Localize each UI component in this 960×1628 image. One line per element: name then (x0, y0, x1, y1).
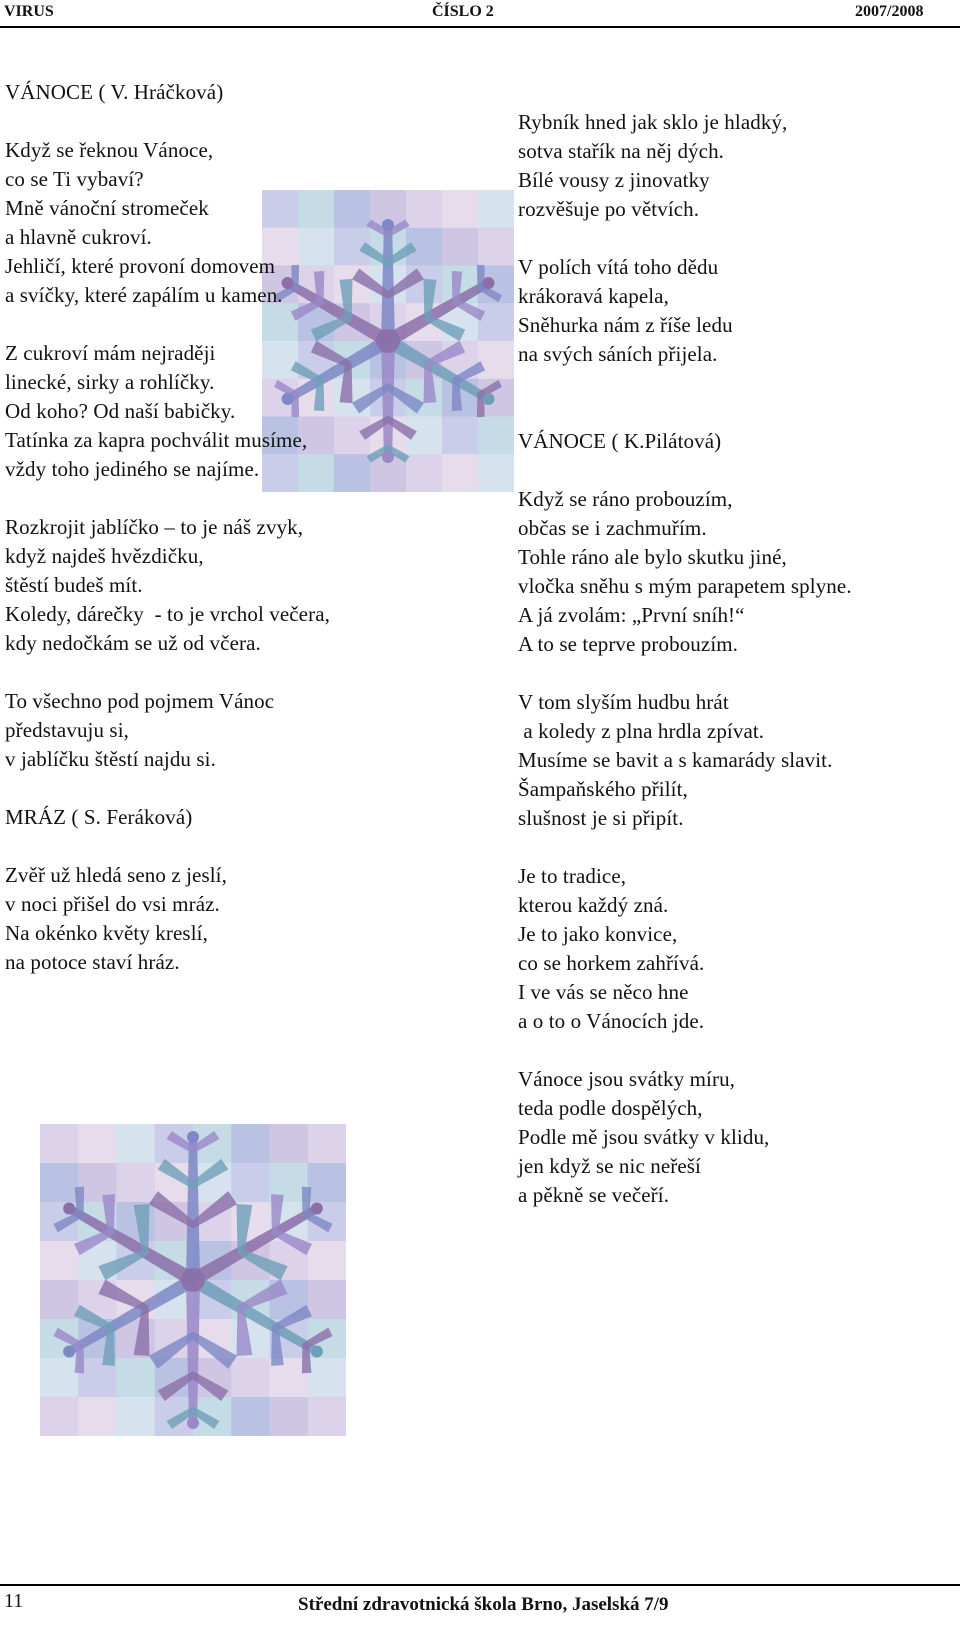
quilt-tile (308, 1358, 346, 1398)
poem-line: To všechno pod pojmem Vánoc (5, 689, 275, 713)
quilt-tile (308, 1397, 346, 1436)
quilt-tile (231, 1397, 270, 1436)
poem-line: I ve vás se něco hne (518, 980, 689, 1004)
quilt-tile (308, 1241, 346, 1281)
poem-line: Je to jako konvice, (518, 922, 678, 946)
poem-line: a hlavně cukroví. (5, 225, 152, 249)
poem-line: a koledy z plna hrdla zpívat. (518, 719, 765, 743)
poem-line: sotva stařík na něj dých. (518, 139, 725, 163)
poem-line: když najdeš hvězdičku, (5, 544, 204, 568)
poem-line: Od koho? Od naší babičky. (5, 399, 236, 423)
blank-line (518, 456, 958, 485)
poem-line: V polích vítá toho dědu (518, 255, 719, 279)
poem-line: Na okénko květy kreslí, (5, 921, 208, 945)
poem-line: Zvěř už hledá seno z jeslí, (5, 863, 227, 887)
blank-line (518, 369, 958, 398)
blank-line (5, 774, 475, 803)
poem-line: na potoce staví hráz. (5, 950, 180, 974)
poem-line: Mně vánoční stromeček (5, 196, 209, 220)
quilt-tile (40, 1397, 79, 1436)
poem-line: na svých sáních přijela. (518, 342, 718, 366)
blank-line (518, 224, 958, 253)
quilt-tile (78, 1124, 117, 1164)
snowflake-illustration-bottom (40, 1124, 346, 1436)
poem-line: Rozkrojit jablíčko – to je náš zvyk, (5, 515, 304, 539)
poem-line: rozvěšuje po větvích. (518, 197, 700, 221)
right-column-poems (518, 108, 958, 1210)
quilt-tile (40, 1163, 79, 1203)
poem-line: Tohle ráno ale bylo skutku jiné, (518, 545, 787, 569)
footer-school-address: Střední zdravotnická škola Brno, Jaselská 7/9 (298, 1594, 669, 1615)
blank-line (5, 310, 475, 339)
poem-line: Když se ráno probouzím, (518, 487, 733, 511)
poem-line: A to se teprve probouzím. (518, 632, 739, 656)
quilt-tile (308, 1280, 346, 1320)
poem-line: Je to tradice, (518, 864, 627, 888)
left-column-poems (5, 78, 475, 977)
quilt-tile (40, 1124, 79, 1164)
poem-line: krákoravá kapela, (518, 284, 669, 308)
quilt-tile (78, 1397, 117, 1436)
blank-line (5, 832, 475, 861)
poem-line: MRÁZ ( S. Feráková) (5, 805, 193, 829)
quilt-tile (478, 303, 514, 341)
quilt-tile (478, 454, 514, 492)
poem-line: v jablíčku štěstí najdu si. (5, 747, 216, 771)
header-magazine-name: VIRUS (4, 3, 54, 20)
quilt-tile (308, 1163, 346, 1203)
poem-line: vždy toho jediného se najíme. (5, 457, 260, 481)
poem-line: Jehličí, které provoní domovem (5, 254, 276, 278)
quilt-tile (478, 417, 514, 455)
quilt-tile (117, 1163, 156, 1203)
poem-line: Koledy, dárečky - to je vrchol večera, (5, 602, 330, 626)
quilt-tile (478, 190, 514, 228)
poem-line: VÁNOCE ( K.Pilátová) (518, 429, 722, 453)
poem-line: Podle mě jsou svátky v klidu, (518, 1125, 770, 1149)
header-school-year: 2007/2008 (855, 3, 924, 20)
poem-line: Když se řeknou Vánoce, (5, 138, 214, 162)
page-header (0, 0, 960, 26)
header-issue-number: ČÍSLO 2 (432, 3, 494, 20)
footer-divider (0, 1584, 960, 1586)
poem-line: a svíčky, které zapálím u kamen. (5, 283, 283, 307)
poem-line: představuju si, (5, 718, 129, 742)
poem-line: vločka sněhu s mým parapetem splyne. (518, 574, 852, 598)
poem-line: VÁNOCE ( V. Hráčková) (5, 80, 224, 104)
blank-line (518, 1036, 958, 1065)
poem-line: co se Ti vybaví? (5, 167, 144, 191)
quilt-tile (40, 1241, 79, 1281)
quilt-tile (231, 1124, 270, 1164)
poem-line: Z cukroví mám nejraději (5, 341, 216, 365)
poem-line: A já zvolám: „První sníh!“ (518, 603, 745, 627)
quilt-tile (308, 1124, 346, 1164)
poem-line: kterou každý zná. (518, 893, 669, 917)
poem-line: občas se i zachmuřím. (518, 516, 707, 540)
poem-line: a pěkně se večeří. (518, 1183, 670, 1207)
poem-line: kdy nedočkám se už od včera. (5, 631, 261, 655)
quilt-tile (270, 1397, 309, 1436)
quilt-tile (117, 1124, 156, 1164)
quilt-tile (478, 341, 514, 379)
quilt-tile (117, 1397, 156, 1436)
poem-line: Tatínka za kapra pochválit musíme, (5, 428, 308, 452)
poem-line: Vánoce jsou svátky míru, (518, 1067, 736, 1091)
blank-line (5, 658, 475, 687)
blank-line (518, 398, 958, 427)
quilt-tile (40, 1358, 79, 1398)
poem-line: štěstí budeš mít. (5, 573, 143, 597)
poem-line: teda podle dospělých, (518, 1096, 703, 1120)
poem-line: Šampaňského přilít, (518, 777, 688, 801)
poem-line: a o to o Vánocích jde. (518, 1009, 705, 1033)
poem-line: linecké, sirky a rohlíčky. (5, 370, 215, 394)
blank-line (5, 107, 475, 136)
poem-line: V tom slyším hudbu hrát (518, 690, 729, 714)
blank-line (5, 484, 475, 513)
poem-line: jen když se nic neřeší (518, 1154, 701, 1178)
poem-line: Musíme se bavit a s kamarády slavit. (518, 748, 833, 772)
poem-line: Rybník hned jak sklo je hladký, (518, 110, 788, 134)
poem-line: v noci přišel do vsi mráz. (5, 892, 220, 916)
poem-line: co se horkem zahřívá. (518, 951, 705, 975)
quilt-tile (270, 1124, 309, 1164)
quilt-tile (117, 1358, 156, 1398)
header-divider (0, 26, 960, 28)
poem-line: slušnost je si připít. (518, 806, 684, 830)
snowflake-icon (40, 1124, 346, 1436)
quilt-tile (231, 1358, 270, 1398)
blank-line (518, 659, 958, 688)
quilt-tile (231, 1163, 270, 1203)
blank-line (518, 833, 958, 862)
quilt-tile (40, 1280, 79, 1320)
poem-line: Bílé vousy z jinovatky (518, 168, 710, 192)
poem-line: Sněhurka nám z říše ledu (518, 313, 733, 337)
quilt-tile (478, 228, 514, 266)
page-number: 11 (4, 1590, 24, 1612)
